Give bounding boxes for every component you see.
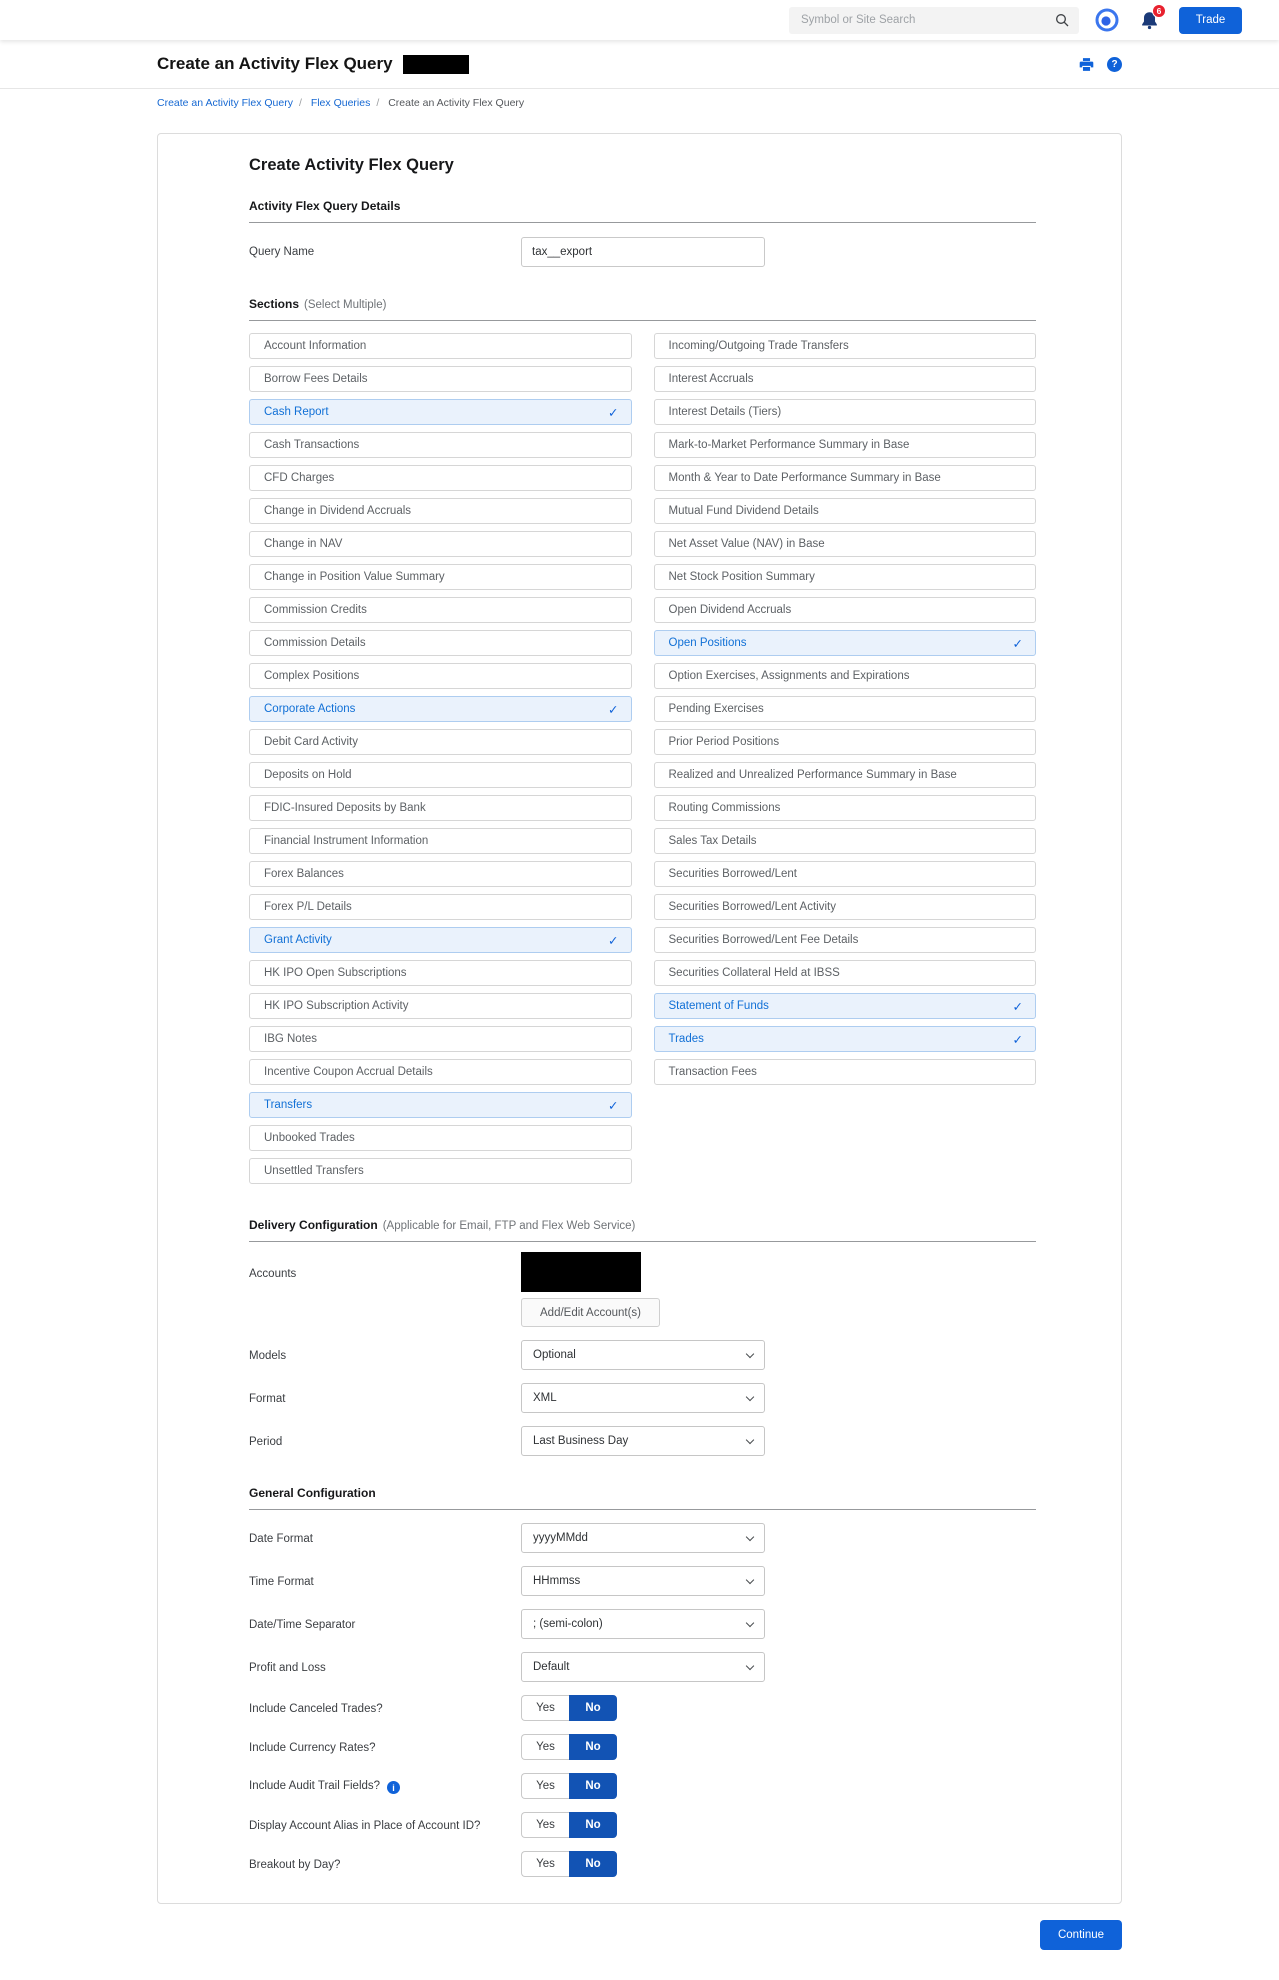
toggle-no-button[interactable]: No bbox=[569, 1773, 617, 1799]
section-item-label: FDIC-Insured Deposits by Bank bbox=[264, 802, 426, 814]
section-item[interactable] bbox=[249, 927, 632, 953]
section-item-label: Month & Year to Date Performance Summary in Base bbox=[668, 472, 941, 484]
section-item-label: IBG Notes bbox=[264, 1033, 318, 1045]
checkmark-icon: ✓ bbox=[1012, 1032, 1023, 1047]
section-item-label: Open Dividend Accruals bbox=[668, 604, 792, 616]
toggle-label: Include Canceled Trades? bbox=[249, 1703, 383, 1715]
section-item[interactable] bbox=[249, 993, 632, 1019]
section-item[interactable] bbox=[249, 564, 632, 590]
breadcrumb-link[interactable]: Flex Queries bbox=[310, 97, 371, 109]
section-item-label: Transaction Fees bbox=[668, 1066, 757, 1078]
toggle-label: Display Account Alias in Place of Account ID? bbox=[249, 1820, 481, 1832]
section-item[interactable] bbox=[654, 432, 1037, 458]
section-item[interactable] bbox=[249, 894, 632, 920]
chevron-down-icon bbox=[746, 1349, 754, 1357]
section-item-label: Interest Accruals bbox=[668, 373, 754, 385]
config-label: Period bbox=[249, 1436, 283, 1448]
chevron-down-icon bbox=[746, 1532, 754, 1540]
section-item-label: Realized and Unrealized Performance Summary in Base bbox=[668, 769, 957, 781]
section-item[interactable] bbox=[654, 762, 1037, 788]
section-item-label: Sales Tax Details bbox=[668, 835, 757, 847]
breadcrumb bbox=[0, 89, 1279, 119]
config-select[interactable] bbox=[521, 1426, 765, 1456]
config-row bbox=[249, 1340, 1036, 1370]
section-item-label: Commission Details bbox=[264, 637, 366, 649]
section-item[interactable] bbox=[249, 795, 632, 821]
chevron-down-icon bbox=[746, 1618, 754, 1626]
toggle-yes-button[interactable]: Yes bbox=[521, 1695, 569, 1721]
selected-value: Optional bbox=[533, 1349, 576, 1361]
section-item-label: Change in NAV bbox=[264, 538, 343, 550]
section-item-label: Account Information bbox=[264, 340, 367, 352]
section-item[interactable] bbox=[654, 894, 1037, 920]
info-icon[interactable]: i bbox=[387, 1781, 400, 1794]
chevron-down-icon bbox=[746, 1435, 754, 1443]
toggle-row bbox=[249, 1734, 1036, 1760]
section-item-label: Financial Instrument Information bbox=[264, 835, 429, 847]
section-item[interactable] bbox=[249, 333, 632, 359]
section-item[interactable] bbox=[249, 861, 632, 887]
section-item-label: Securities Collateral Held at IBSS bbox=[668, 967, 840, 979]
yes-no-toggle bbox=[521, 1851, 617, 1877]
section-item-label: Change in Position Value Summary bbox=[264, 571, 445, 583]
section-item[interactable] bbox=[654, 465, 1037, 491]
section-item[interactable] bbox=[249, 828, 632, 854]
section-item[interactable] bbox=[249, 729, 632, 755]
section-item-label: Statement of Funds bbox=[668, 1000, 769, 1012]
section-item-label: Net Stock Position Summary bbox=[668, 571, 815, 583]
print-icon[interactable] bbox=[1078, 56, 1095, 73]
config-label: Time Format bbox=[249, 1576, 314, 1588]
general-heading: General Configuration bbox=[249, 1486, 1036, 1510]
toggle-label: Include Currency Rates? bbox=[249, 1742, 376, 1754]
toggle-no-button[interactable]: No bbox=[569, 1695, 617, 1721]
section-item-label: Incoming/Outgoing Trade Transfers bbox=[668, 340, 849, 352]
selected-value: Default bbox=[533, 1661, 570, 1673]
config-row bbox=[249, 1383, 1036, 1413]
page-header bbox=[0, 40, 1279, 89]
section-item[interactable] bbox=[654, 597, 1037, 623]
section-item[interactable] bbox=[249, 960, 632, 986]
config-label: Format bbox=[249, 1393, 286, 1405]
trade-button[interactable]: Trade bbox=[1179, 7, 1242, 34]
section-item[interactable] bbox=[249, 597, 632, 623]
section-item-label: Securities Borrowed/Lent Activity bbox=[668, 901, 836, 913]
search-input[interactable] bbox=[801, 14, 1054, 26]
form-title: Create Activity Flex Query bbox=[249, 156, 454, 174]
page-title: Create an Activity Flex Query bbox=[157, 54, 393, 73]
checkmark-icon: ✓ bbox=[1012, 636, 1023, 651]
breadcrumb-separator: / bbox=[298, 97, 302, 109]
section-item[interactable] bbox=[654, 564, 1037, 590]
yes-no-toggle bbox=[521, 1812, 617, 1838]
config-row bbox=[249, 1523, 1036, 1553]
section-item-label: Incentive Coupon Accrual Details bbox=[264, 1066, 433, 1078]
details-section-heading: Activity Flex Query Details bbox=[249, 199, 1036, 223]
breadcrumb-separator: / bbox=[376, 97, 380, 109]
flex-query-form-card bbox=[157, 133, 1122, 1904]
section-item-label: Deposits on Hold bbox=[264, 769, 352, 781]
toggle-row bbox=[249, 1695, 1036, 1721]
section-item-label: Mark-to-Market Performance Summary in Base bbox=[668, 439, 910, 451]
iris-assistant-icon[interactable] bbox=[1095, 8, 1119, 32]
section-item-label: Pending Exercises bbox=[668, 703, 764, 715]
toggle-row bbox=[249, 1851, 1036, 1877]
checkmark-icon: ✓ bbox=[608, 702, 619, 717]
section-item-label: Forex P/L Details bbox=[264, 901, 352, 913]
redacted-text bbox=[403, 55, 469, 74]
section-item[interactable] bbox=[249, 498, 632, 524]
section-item[interactable] bbox=[249, 663, 632, 689]
form-footer bbox=[0, 1904, 1279, 1980]
toggle-no-button[interactable]: No bbox=[569, 1851, 617, 1877]
yes-no-toggle bbox=[521, 1734, 617, 1760]
toggle-no-button[interactable]: No bbox=[569, 1812, 617, 1838]
section-item-label: Routing Commissions bbox=[668, 802, 781, 814]
section-item-label: Securities Borrowed/Lent bbox=[668, 868, 797, 880]
config-select[interactable] bbox=[521, 1652, 765, 1682]
delivery-heading: Delivery Configuration (Applicable for Email, FTP and Flex Web Service) bbox=[249, 1218, 1036, 1242]
config-label: Date Format bbox=[249, 1533, 313, 1545]
config-select[interactable] bbox=[521, 1523, 765, 1553]
section-item[interactable] bbox=[654, 927, 1037, 953]
config-select[interactable] bbox=[521, 1609, 765, 1639]
yes-no-toggle bbox=[521, 1773, 617, 1799]
toggle-yes-button[interactable]: Yes bbox=[521, 1851, 569, 1877]
section-item-label: Mutual Fund Dividend Details bbox=[668, 505, 819, 517]
section-item[interactable] bbox=[249, 432, 632, 458]
section-item[interactable] bbox=[249, 1092, 632, 1118]
checkmark-icon: ✓ bbox=[608, 405, 619, 420]
sections-heading: Sections (Select Multiple) bbox=[249, 297, 1036, 321]
section-item[interactable] bbox=[654, 333, 1037, 359]
config-label: Date/Time Separator bbox=[249, 1619, 356, 1631]
help-icon[interactable]: ? bbox=[1107, 57, 1122, 72]
accounts-label: Accounts bbox=[249, 1268, 297, 1280]
yes-no-toggle bbox=[521, 1695, 617, 1721]
config-select[interactable] bbox=[521, 1340, 765, 1370]
general-toggles bbox=[249, 1695, 1036, 1877]
section-item[interactable] bbox=[654, 663, 1037, 689]
config-select[interactable] bbox=[521, 1566, 765, 1596]
toggle-label: Breakout by Day? bbox=[249, 1859, 341, 1871]
checkmark-icon: ✓ bbox=[1012, 999, 1023, 1014]
config-label: Profit and Loss bbox=[249, 1662, 326, 1674]
section-item-label: Unbooked Trades bbox=[264, 1132, 355, 1144]
breadcrumb-item bbox=[388, 97, 536, 109]
section-item-label: Cash Transactions bbox=[264, 439, 360, 451]
section-item[interactable] bbox=[249, 696, 632, 722]
section-item[interactable] bbox=[249, 465, 632, 491]
toggle-row bbox=[249, 1812, 1036, 1838]
toggle-yes-button[interactable]: Yes bbox=[521, 1773, 569, 1799]
section-item[interactable] bbox=[654, 960, 1037, 986]
site-search[interactable] bbox=[789, 7, 1079, 34]
checkmark-icon: ✓ bbox=[608, 933, 619, 948]
section-item[interactable] bbox=[654, 1026, 1037, 1052]
query-name-input[interactable] bbox=[521, 237, 765, 267]
section-item-label: Borrow Fees Details bbox=[264, 373, 368, 385]
selected-value: HHmmss bbox=[533, 1575, 581, 1587]
config-select[interactable] bbox=[521, 1383, 765, 1413]
notification-badge: 6 bbox=[1152, 4, 1166, 18]
sections-hint: (Select Multiple) bbox=[304, 299, 387, 311]
toggle-no-button[interactable]: No bbox=[569, 1734, 617, 1760]
sections-grid bbox=[249, 333, 1036, 1184]
selected-value: ; (semi-colon) bbox=[533, 1618, 603, 1630]
add-edit-accounts-button[interactable]: Add/Edit Account(s) bbox=[521, 1298, 660, 1327]
selected-value: yyyyMMdd bbox=[533, 1532, 588, 1544]
section-item[interactable] bbox=[654, 399, 1037, 425]
config-row bbox=[249, 1426, 1036, 1456]
config-row bbox=[249, 1652, 1036, 1682]
delivery-hint: (Applicable for Email, FTP and Flex Web Service) bbox=[382, 1220, 636, 1232]
section-item[interactable] bbox=[249, 762, 632, 788]
breadcrumb-link[interactable]: Create an Activity Flex Query bbox=[388, 97, 525, 109]
chevron-down-icon bbox=[746, 1392, 754, 1400]
section-item-label: HK IPO Open Subscriptions bbox=[264, 967, 407, 979]
section-item[interactable] bbox=[249, 1026, 632, 1052]
section-item-label: Transfers bbox=[264, 1099, 313, 1111]
section-item-label: Commission Credits bbox=[264, 604, 367, 616]
delivery-fields bbox=[249, 1340, 1036, 1456]
section-item-label: Open Positions bbox=[668, 637, 747, 649]
section-item[interactable] bbox=[249, 399, 632, 425]
section-item-label: Prior Period Positions bbox=[668, 736, 780, 748]
sections-column-right bbox=[654, 333, 1037, 1085]
section-item-label: HK IPO Subscription Activity bbox=[264, 1000, 409, 1012]
config-row bbox=[249, 1609, 1036, 1639]
section-item-label: Trades bbox=[668, 1033, 704, 1045]
continue-button[interactable]: Continue bbox=[1040, 1920, 1122, 1950]
section-item-label: Grant Activity bbox=[264, 934, 332, 946]
section-item[interactable] bbox=[249, 1158, 632, 1184]
toggle-label: Include Audit Trail Fields? i bbox=[249, 1778, 521, 1795]
section-item-label: Corporate Actions bbox=[264, 703, 356, 715]
section-item[interactable] bbox=[654, 630, 1037, 656]
section-item-label: Debit Card Activity bbox=[264, 736, 358, 748]
chevron-down-icon bbox=[746, 1661, 754, 1669]
section-item[interactable] bbox=[654, 366, 1037, 392]
section-item[interactable] bbox=[654, 1059, 1037, 1085]
toggle-yes-button[interactable]: Yes bbox=[521, 1734, 569, 1760]
section-item[interactable] bbox=[654, 795, 1037, 821]
section-item[interactable] bbox=[654, 696, 1037, 722]
config-label: Models bbox=[249, 1350, 287, 1362]
section-item[interactable] bbox=[249, 366, 632, 392]
section-item-label: Unsettled Transfers bbox=[264, 1165, 364, 1177]
sections-column-left bbox=[249, 333, 632, 1184]
redacted-accounts bbox=[521, 1252, 641, 1292]
search-icon[interactable] bbox=[1054, 12, 1070, 28]
general-selects bbox=[249, 1523, 1036, 1682]
breadcrumb-item bbox=[157, 97, 311, 109]
top-navigation bbox=[0, 0, 1279, 40]
notifications-bell-icon[interactable] bbox=[1137, 8, 1161, 32]
section-item[interactable] bbox=[249, 630, 632, 656]
query-name-label: Query Name bbox=[249, 246, 315, 258]
section-item-label: Change in Dividend Accruals bbox=[264, 505, 412, 517]
section-item[interactable] bbox=[654, 828, 1037, 854]
section-item-label: Securities Borrowed/Lent Fee Details bbox=[668, 934, 859, 946]
section-item[interactable] bbox=[654, 729, 1037, 755]
checkmark-icon: ✓ bbox=[608, 1098, 619, 1113]
toggle-row bbox=[249, 1773, 1036, 1799]
breadcrumb-item bbox=[311, 97, 388, 109]
section-item[interactable] bbox=[249, 1125, 632, 1151]
accounts-control bbox=[521, 1252, 660, 1327]
section-item[interactable] bbox=[654, 531, 1037, 557]
selected-value: Last Business Day bbox=[533, 1435, 629, 1447]
chevron-down-icon bbox=[746, 1575, 754, 1583]
section-item[interactable] bbox=[654, 861, 1037, 887]
section-item-label: Cash Report bbox=[264, 406, 329, 418]
section-item-label: Forex Balances bbox=[264, 868, 344, 880]
section-item-label: Interest Details (Tiers) bbox=[668, 406, 782, 418]
section-item-label: Complex Positions bbox=[264, 670, 360, 682]
section-item-label: CFD Charges bbox=[264, 472, 335, 484]
section-item-label: Net Asset Value (NAV) in Base bbox=[668, 538, 825, 550]
breadcrumb-link[interactable]: Create an Activity Flex Query bbox=[157, 97, 293, 109]
section-item[interactable] bbox=[249, 531, 632, 557]
selected-value: XML bbox=[533, 1392, 557, 1404]
section-item[interactable] bbox=[249, 1059, 632, 1085]
toggle-yes-button[interactable]: Yes bbox=[521, 1812, 569, 1838]
section-item[interactable] bbox=[654, 498, 1037, 524]
section-item-label: Option Exercises, Assignments and Expirations bbox=[668, 670, 910, 682]
config-row bbox=[249, 1566, 1036, 1596]
section-item[interactable] bbox=[654, 993, 1037, 1019]
